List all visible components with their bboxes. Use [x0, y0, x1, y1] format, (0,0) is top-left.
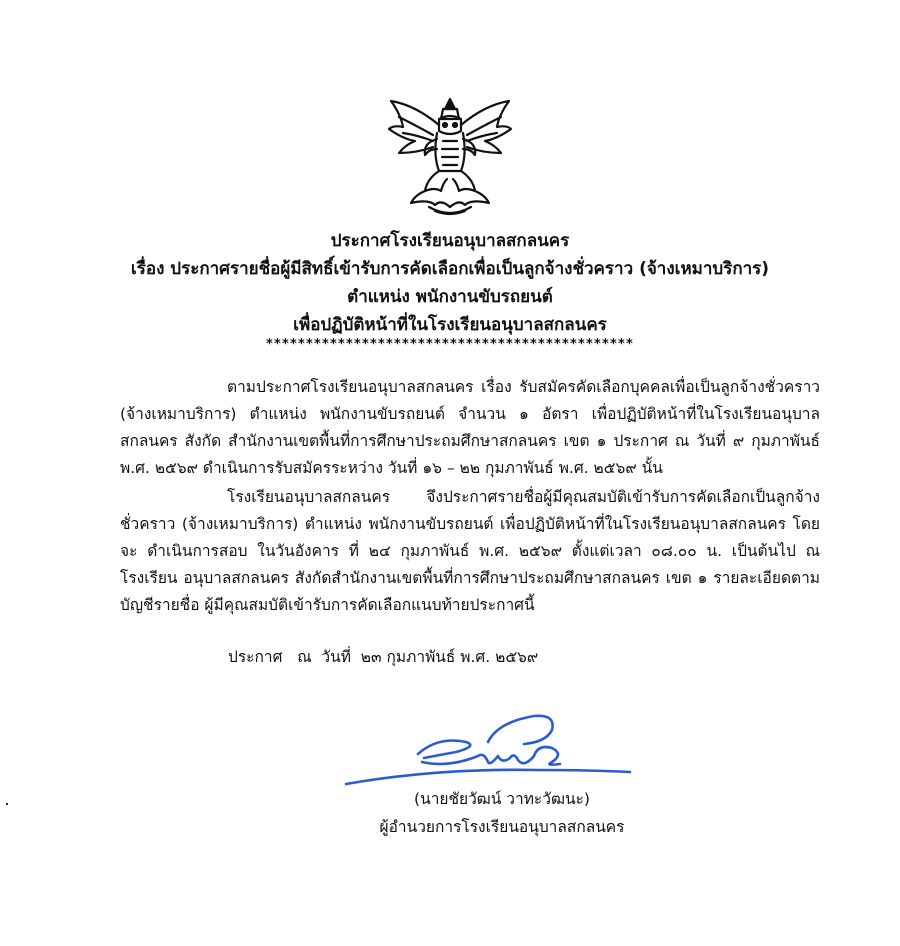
issue-date: ประกาศ ณ วันที่ ๒๓ กุมภาพันธ์ พ.ศ. ๒๕๖๙	[228, 648, 539, 666]
scan-speck	[6, 803, 8, 805]
handwritten-signature	[338, 712, 638, 792]
body-paragraph-2: โรงเรียนอนุบาลสกลนคร จึงประกาศรายชื่อผู้มีคุณสมบัติเข้ารับการคัดเลือกเป็นลูกจ้าง ชั่วคราว (จ้างเหมาบริการ) ตำแหน่ง พนักงานขับรถยนต์ เพื่อปฏิบัติหน้าที่ในโรงเรียนอนุบาลสกลนคร โดยจะ ดำเนินการสอบ ในวันอังคาร ที่ ๒๔ กุมภาพันธ์ พ.ศ. ๒๕๖๙ ตั้งแต่เวลา ๐๘.๐๐ น. เป็นต้นไป ณ โรงเรียน อนุบาลสกลนคร สังกัดสำนักงานเขตพื้นที่การศึกษาประถมศึกษาสกลนคร เขต ๑ รายละเอียดตามบัญชีรายชื่อ ผู้มีคุณสมบัติเข้ารับการคัดเลือกแนบท้ายประกาศนี้	[120, 488, 820, 614]
signer-name: (นายชัยวัฒน์ วาทะวัฒนะ)	[414, 790, 590, 808]
star-separator: **********************************************	[266, 337, 634, 352]
announcement-position: ตำแหน่ง พนักงานขับรถยนต์	[347, 287, 553, 307]
garuda-emblem-icon	[385, 95, 515, 220]
body-paragraph-1: ตามประกาศโรงเรียนอนุบาลสกลนคร เรื่อง รับสมัครคัดเลือกบุคคลเพื่อเป็นลูกจ้างชั่วคราว (จ้างเหมาบริการ) ตำแหน่ง พนักงานขับรถยนต์ จำนวน ๑ อัตรา เพื่อปฏิบัติหน้าที่ในโรงเรียนอนุบาลสกลนคร สังกัด สำนักงานเขตพื้นที่การศึกษาประถมศึกษาสกลนคร เขต ๑ ประกาศ ณ วันที่ ๙ กุมภาพันธ์ พ.ศ. ๒๕๖๙ ดำเนินการรับสมัครระหว่าง วันที่ ๑๖ – ๒๒ กุมภาพันธ์ พ.ศ. ๒๕๖๙ นั้น	[120, 378, 820, 477]
announcement-subject: เรื่อง ประกาศรายชื่อผู้มีสิทธิ์เข้ารับการคัดเลือกเพื่อเป็นลูกจ้างชั่วคราว (จ้างเหมาบริการ)	[130, 259, 770, 279]
announcement-purpose: เพื่อปฏิบัติหน้าที่ในโรงเรียนอนุบาลสกลนคร	[293, 315, 607, 335]
signer-position: ผู้อำนวยการโรงเรียนอนุบาลสกลนคร	[379, 818, 625, 836]
announcement-title: ประกาศโรงเรียนอนุบาลสกลนคร	[330, 231, 570, 251]
